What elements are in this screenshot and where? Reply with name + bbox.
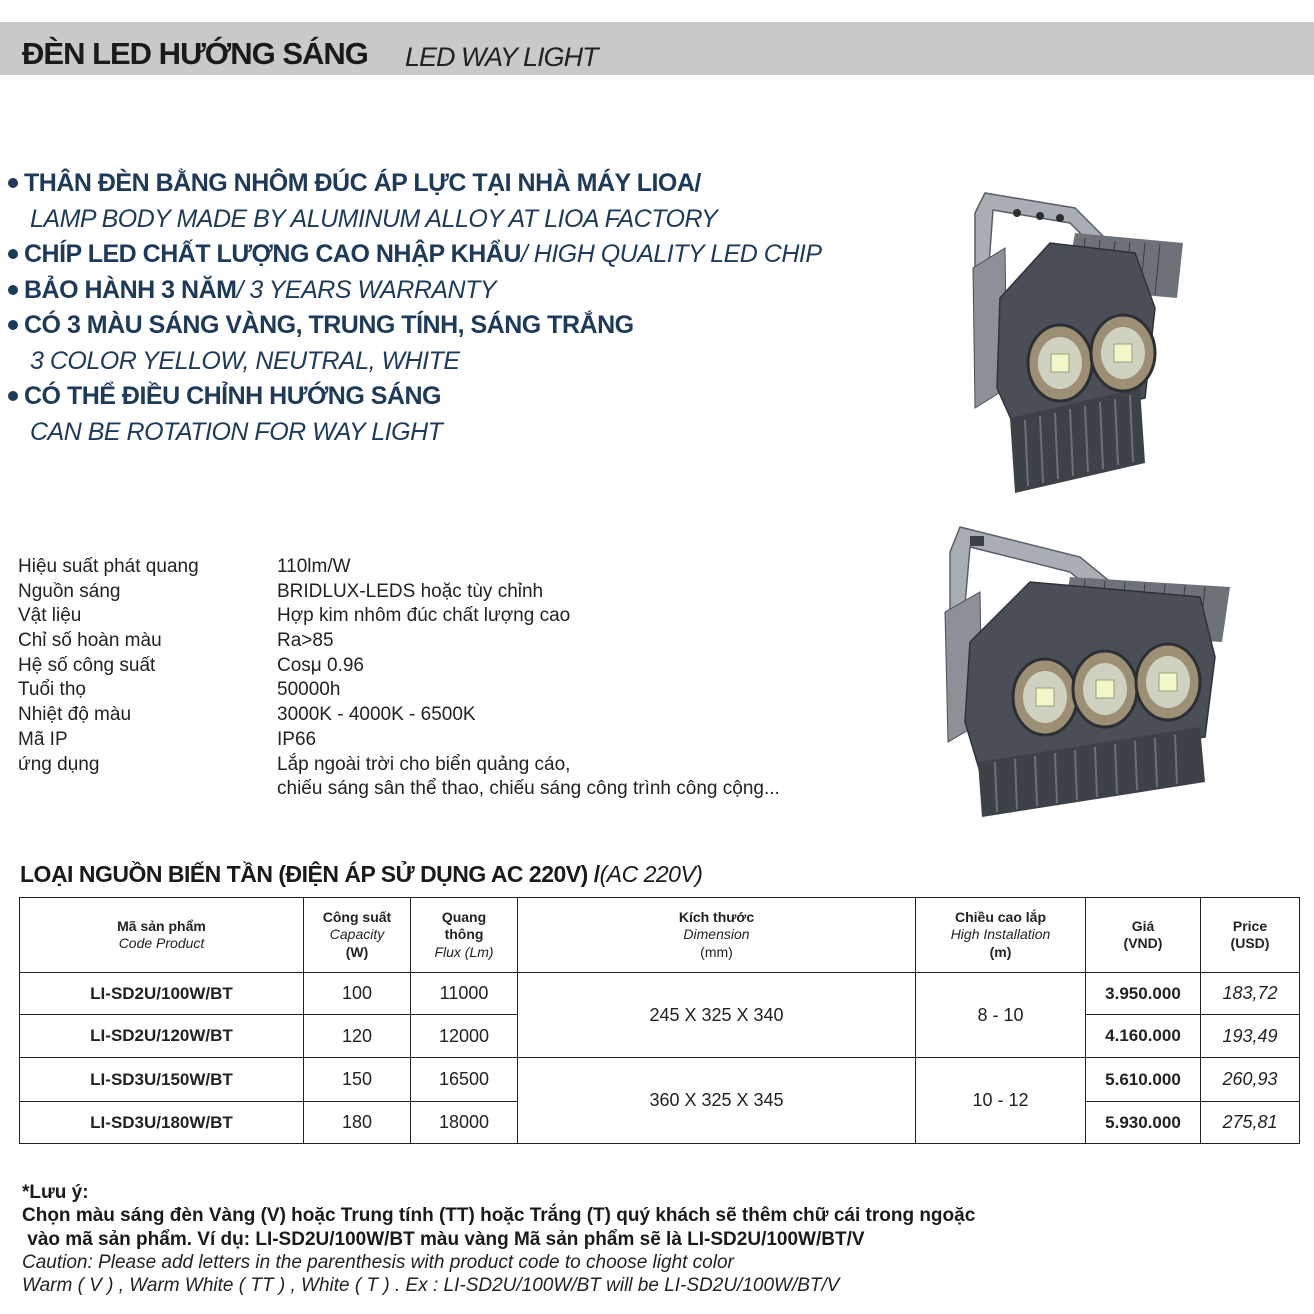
cell-capacity: 120 <box>304 1015 411 1058</box>
spec-label: Nguồn sáng <box>18 580 121 602</box>
col-header-code: Mã sản phẩm Code Product <box>20 898 304 973</box>
table-row <box>20 1058 1300 1102</box>
spec-label: Hiệu suất phát quang <box>18 556 199 577</box>
section-title-vi: LOẠI NGUỒN BIẾN TẦN (ĐIỆN ÁP SỬ DỤNG AC 220V) / <box>20 861 600 887</box>
note-block <box>22 1181 1302 1297</box>
feature-line <box>8 202 888 238</box>
note-line-en: Warm ( V ) , Warm White ( TT ) , White ( T ) . Ex : LI-SD2U/100W/BT will be LI-SD2U/100W/BT/V <box>22 1275 840 1297</box>
spec-label: Tuổi thọ <box>18 679 86 701</box>
feature-line <box>8 166 888 202</box>
cell-price-vnd: 5.930.000 <box>1086 1102 1201 1144</box>
led-way-light-2-module-image <box>955 188 1190 498</box>
cell-height: 10 - 12 <box>916 1058 1086 1144</box>
spec-value: chiếu sáng sân thể thao, chiếu sáng công trình công cộng... <box>277 778 780 800</box>
spec-label: ứng dụng <box>18 753 100 775</box>
cell-code: LI-SD2U/100W/BT <box>20 973 304 1015</box>
cell-code: LI-SD3U/150W/BT <box>20 1058 304 1102</box>
col-header-flux: Quang thông Flux (Lm) <box>411 898 518 973</box>
feature-vi: CÓ THỂ ĐIỀU CHỈNH HƯỚNG SÁNG <box>24 382 441 410</box>
led-way-light-3-module-image <box>930 522 1250 822</box>
col-header-vnd: Giá (VND) <box>1086 898 1201 973</box>
spec-value: Cosμ 0.96 <box>277 654 364 676</box>
section-title-en: (AC 220V) <box>599 861 703 887</box>
spec-label: Nhiệt độ màu <box>18 704 132 726</box>
cell-height: 8 - 10 <box>916 973 1086 1058</box>
note-line-en: Caution: Please add letters in the parenthesis with product code to choose light color <box>22 1251 734 1273</box>
spec-value: Ra>85 <box>277 630 334 652</box>
cell-flux: 11000 <box>411 973 518 1015</box>
feature-vi: THÂN ĐÈN BẰNG NHÔM ĐÚC ÁP LỰC TẠI NHÀ MÁY LIOA/ <box>24 169 701 197</box>
feature-line <box>8 273 888 309</box>
cell-capacity: 100 <box>304 973 411 1015</box>
feature-vi: CHÍP LED CHẤT LƯỢNG CAO NHẬP KHẨU <box>24 240 521 268</box>
cell-price-vnd: 5.610.000 <box>1086 1058 1201 1102</box>
table-header-row <box>20 898 1300 973</box>
spec-label: Chỉ số hoàn màu <box>18 630 162 652</box>
cell-code: LI-SD2U/120W/BT <box>20 1015 304 1058</box>
bullet-icon <box>8 320 18 330</box>
note-heading: *Lưu ý: <box>22 1182 89 1203</box>
spec-value: 3000K - 4000K - 6500K <box>277 704 476 726</box>
feature-list <box>8 166 888 450</box>
feature-en: / 3 YEARS WARRANTY <box>236 275 497 304</box>
feature-line <box>8 237 888 273</box>
cell-price-vnd: 3.950.000 <box>1086 973 1201 1015</box>
spec-value: IP66 <box>277 728 317 750</box>
feature-en: 3 COLOR YELLOW, NEUTRAL, WHITE <box>30 346 460 375</box>
note-line-vi: Chọn màu sáng đèn Vàng (V) hoặc Trung tính (TT) hoặc Trắng (T) quý khách sẽ thêm chữ cái trong ngoặc <box>22 1205 976 1227</box>
bullet-icon <box>8 285 18 295</box>
cell-price-usd: 193,49 <box>1201 1015 1300 1058</box>
spec-label: Mã IP <box>18 728 68 750</box>
feature-en: / HIGH QUALITY LED CHIP <box>520 240 822 268</box>
feature-en: CAN BE ROTATION FOR WAY LIGHT <box>30 417 443 446</box>
feature-vi: CÓ 3 MÀU SÁNG VÀNG, TRUNG TÍNH, SÁNG TRẮNG <box>24 311 634 339</box>
table-row <box>20 973 1300 1015</box>
feature-en: LAMP BODY MADE BY ALUMINUM ALLOY AT LIOA FACTORY <box>30 204 718 233</box>
feature-line <box>8 415 888 451</box>
cell-price-usd: 275,81 <box>1201 1102 1300 1144</box>
cell-flux: 18000 <box>411 1102 518 1144</box>
cell-dimension: 245 X 325 X 340 <box>518 973 916 1058</box>
spec-value: BRIDLUX-LEDS hoặc tùy chỉnh <box>277 580 544 602</box>
bullet-icon <box>8 178 18 188</box>
cell-dimension: 360 X 325 X 345 <box>518 1058 916 1144</box>
spec-value: 110lm/W <box>277 556 351 577</box>
cell-capacity: 180 <box>304 1102 411 1144</box>
spec-label: Vật liệu <box>18 605 82 627</box>
cell-capacity: 150 <box>304 1058 411 1102</box>
note-line-vi: vào mã sản phẩm. Ví dụ: LI-SD2U/100W/BT màu vàng Mã sản phẩm sẽ là LI-SD2U/100W/BT/V <box>22 1228 865 1250</box>
spec-value: 50000h <box>277 679 341 701</box>
cell-price-usd: 183,72 <box>1201 973 1300 1015</box>
cell-flux: 16500 <box>411 1058 518 1102</box>
cell-code: LI-SD3U/180W/BT <box>20 1102 304 1144</box>
spec-label: Hệ số công suất <box>18 654 156 676</box>
cell-flux: 12000 <box>411 1015 518 1058</box>
feature-line <box>8 308 888 344</box>
spec-value: Lắp ngoài trời cho biển quảng cáo, <box>277 753 571 775</box>
feature-line <box>8 379 888 415</box>
product-table <box>19 897 1300 1144</box>
feature-vi: BẢO HÀNH 3 NĂM <box>24 275 237 304</box>
cell-price-usd: 260,93 <box>1201 1058 1300 1102</box>
cell-price-vnd: 4.160.000 <box>1086 1015 1201 1058</box>
feature-line <box>8 344 888 380</box>
col-header-usd: Price (USD) <box>1201 898 1300 973</box>
col-header-dimension: Kích thước Dimension (mm) <box>518 898 916 973</box>
spec-value: Hợp kim nhôm đúc chất lượng cao <box>277 605 571 627</box>
bullet-icon <box>8 391 18 401</box>
section-title <box>20 861 702 888</box>
col-header-height: Chiều cao lắp High Installation (m) <box>916 898 1086 973</box>
page-subtitle: LED WAY LIGHT <box>405 42 598 72</box>
bullet-icon <box>8 249 18 259</box>
page-title: ĐÈN LED HƯỚNG SÁNG <box>22 36 368 71</box>
col-header-capacity: Công suất Capacity (W) <box>304 898 411 973</box>
